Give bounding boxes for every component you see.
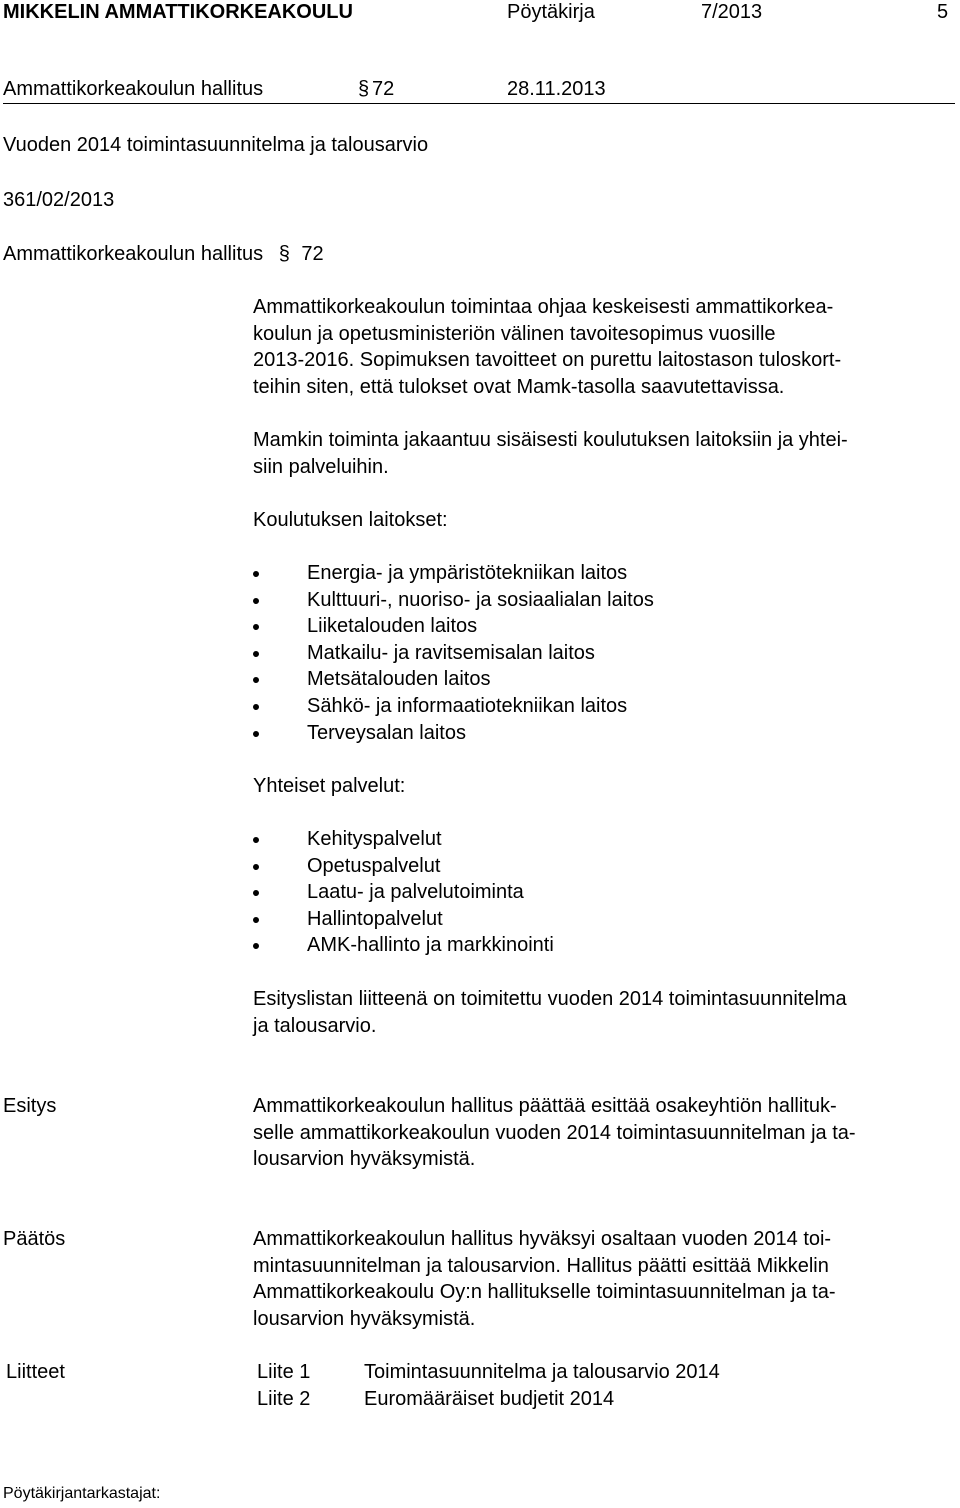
bullet-icon (253, 890, 259, 896)
list-item: Liiketalouden laitos (253, 613, 654, 640)
bullet-icon (253, 677, 259, 683)
minutes-checkers-label: Pöytäkirjantarkastajat: (3, 1485, 161, 1502)
bullet-icon (253, 624, 259, 630)
list-item: Kulttuuri-, nuoriso- ja sosiaalialan laitos (253, 587, 654, 614)
list-item: Sähkö- ja informaatiotekniikan laitos (253, 693, 654, 720)
proposal-text: Ammattikorkeakoulun hallitus päättää esittää osakeyhtiön hallituk- selle ammattikorkeakoulun vuoden 2014 toimintasuunnitelman ja ta- lousarvion hyväksymistä. (253, 1095, 856, 1171)
attachment-note: Esityslistan liitteenä on toimitettu vuoden 2014 toimintasuunnitelma ja talousarvio. (253, 988, 847, 1037)
bullet-icon (253, 943, 259, 949)
list-item: Kehityspalvelut (253, 826, 554, 853)
document-type: Pöytäkirja (507, 1, 595, 23)
list-item: Terveysalan laitos (253, 720, 654, 747)
list-item: Matkailu- ja ravitsemisalan laitos (253, 640, 654, 667)
attachment-id: Liite 1 (257, 1361, 311, 1383)
section-reference (3, 241, 324, 268)
document-number: 7/2013 (701, 1, 763, 23)
item-title: Vuoden 2014 toimintasuunnitelma ja talousarvio (3, 134, 429, 156)
case-number: 361/02/2013 (3, 189, 115, 211)
bullet-icon (253, 864, 259, 870)
attachment-title: Toimintasuunnitelma ja talousarvio 2014 (364, 1361, 720, 1383)
services-heading: Yhteiset palvelut: (253, 775, 406, 797)
section-ref-body: Ammattikorkeakoulun hallitus (3, 243, 264, 265)
list-item: Metsätalouden laitos (253, 666, 654, 693)
departments-list (253, 560, 654, 746)
section-ref-number: 72 (301, 243, 324, 265)
bullet-icon (253, 571, 259, 577)
page-header (0, 0, 960, 26)
departments-heading: Koulutuksen laitokset: (253, 509, 448, 531)
bullet-icon (253, 917, 259, 923)
proposal-label: Esitys (3, 1095, 57, 1117)
services-list (253, 826, 554, 959)
decision-label: Päätös (3, 1228, 66, 1250)
bullet-icon (253, 598, 259, 604)
meeting-meta-line (3, 76, 955, 104)
intro-paragraph-1: Ammattikorkeakoulun toimintaa ohjaa keskeisesti ammattikorkea- koulun ja opetusministeriön välinen tavoitesopimus vuosille 2013-2016. Sopimuksen tavoitteet on purettu laitostason tuloskort- teihin siten, että tulokset ovat Mamk-tasolla saavutettavissa. (253, 296, 842, 398)
bullet-icon (253, 837, 259, 843)
attachments-label: Liitteet (6, 1361, 65, 1383)
page-number: 5 (937, 1, 949, 23)
list-item: Hallintopalvelut (253, 906, 554, 933)
decision-text: Ammattikorkeakoulun hallitus hyväksyi osaltaan vuoden 2014 toi- mintasuunnitelman ja talousarvion. Hallitus päätti esittää Mikkelin Ammattikorkeakoulu Oy:n hallitukselle toimintasuunnitelman ja ta- lousarvion hyväksymistä. (253, 1228, 836, 1330)
meeting-date: 28.11.2013 (507, 78, 606, 100)
list-item: Energia- ja ympäristötekniikan laitos (253, 560, 654, 587)
list-item: AMK-hallinto ja markkinointi (253, 932, 554, 959)
section-sign: § (358, 78, 370, 100)
bullet-icon (253, 651, 259, 657)
list-item: Laatu- ja palvelutoiminta (253, 879, 554, 906)
meeting-body: Ammattikorkeakoulun hallitus (3, 78, 264, 100)
intro-paragraph-2: Mamkin toiminta jakaantuu sisäisesti koulutuksen laitoksiin ja yhtei- siin palveluihin. (253, 429, 848, 478)
bullet-icon (253, 704, 259, 710)
meeting-section: 72 (372, 78, 395, 100)
organization-name: MIKKELIN AMMATTIKORKEAKOULU (3, 1, 353, 23)
attachment-id: Liite 2 (257, 1387, 311, 1410)
bullet-icon (253, 731, 259, 737)
list-item: Opetuspalvelut (253, 853, 554, 880)
attachment-title: Euromääräiset budjetit 2014 (364, 1387, 615, 1410)
section-sign: § (278, 243, 290, 265)
